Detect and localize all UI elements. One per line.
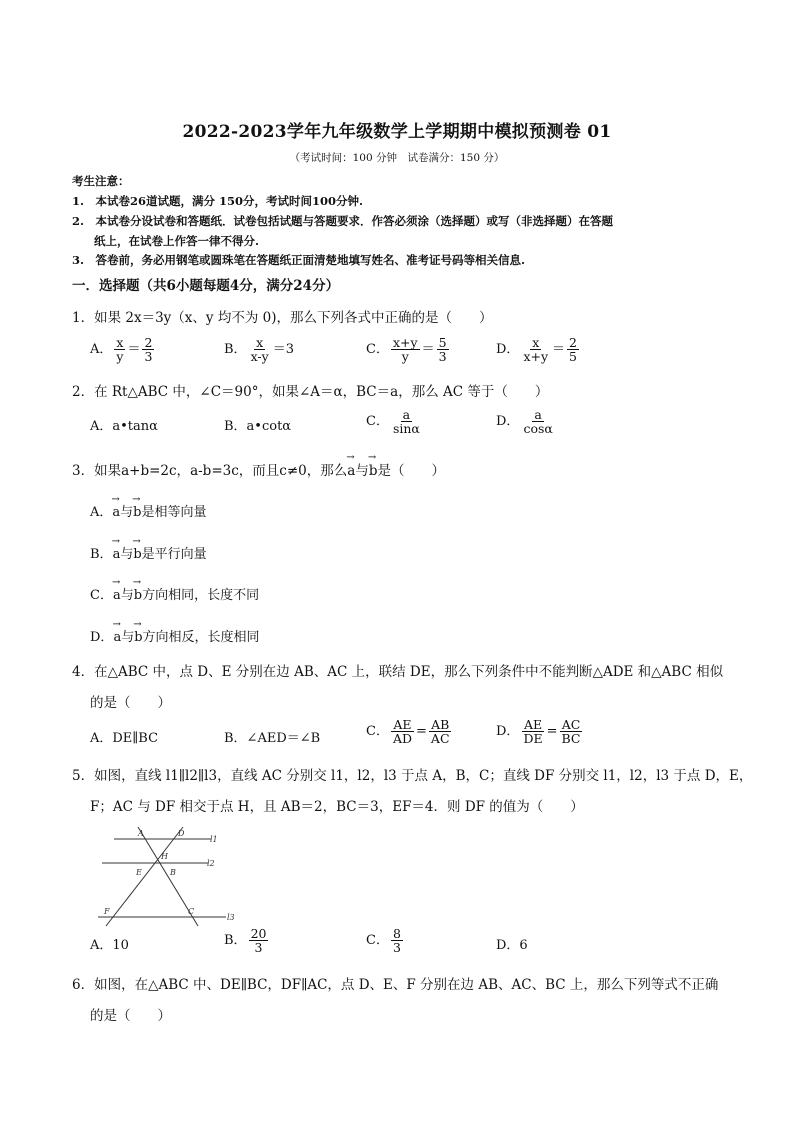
page-title: 2022-2023学年九年级数学上学期期中模拟预测卷 01 [182,122,612,142]
label-f: F [104,907,110,916]
q3-option-a: A．→ a与→ b是相等向量 [90,501,207,520]
q4-option-a: A．DE∥BC [90,731,159,746]
q2-option-b: B．a•cotα [224,419,292,434]
exam-info: （考试时间：100 分钟 试卷满分：150 分） [289,152,505,164]
q1-option-c: C． $\frac{x+y}{y}$ ＝ $\frac{5}{3}$ [366,335,447,365]
section-heading: 一．选择题（共6小题每题4分，满分24分） [72,278,340,294]
notice-heading: 考生注意： [72,174,130,188]
q5-option-d: D．6 [496,938,528,953]
question-5-stem-line2: F；AC 与 DF 相交于点 H，且 AB＝2，BC＝3，EF＝4．则 DF 的值为（ ） [90,799,584,815]
label-l3: l3 [227,913,235,922]
label-a: A [138,829,144,838]
question-2-stem: 2．在 Rt△ABC 中，∠C＝90°，如果∠A＝α，BC＝a，那么 AC 等于（ ） [72,384,549,400]
label-b: B [170,868,176,877]
q2-option-d: D． $\frac{a}{\cos\alpha}$ [496,407,553,437]
q2-option-a: A．a•tanα [90,419,158,434]
question-6-stem-line2: 的是（ ） [90,1008,171,1024]
label-c: C [188,907,195,916]
q4-option-d: D． $\frac{AE}{DE}$ = $\frac{AC}{BC}$ [496,717,581,747]
q5-option-b: B． $\frac{20}{3}$ [224,926,267,956]
q1-option-d: D． $\frac{x}{x+y}$ ＝ $\frac{2}{5}$ [496,335,577,365]
question-1-stem: 1．如果 2x＝3y（x、y 均不为 0)，那么下列各式中正确的是（ ） [72,310,493,326]
label-h: H [161,852,168,861]
label-d: D [178,829,185,838]
notice-item-1: 1. 本试卷26道试题，满分 150分，考试时间100分钟. [72,194,364,208]
q5-option-c: C． $\frac{8}{3}$ [366,926,401,956]
q3-option-c: C．→ a与→ b方向相同，长度不同 [90,584,259,603]
q5-figure [98,822,243,927]
question-3-stem: 3．如果a+b=2c，a-b=3c，而且c≠0，那么→ a与→ b是（ ） [72,459,445,479]
q4-option-b: B．∠AED＝∠B [224,731,321,746]
q3-option-d: D．→ a与→ b方向相反，长度相同 [90,626,260,645]
question-4-stem-line2: 的是（ ） [90,695,171,711]
label-e: E [136,868,142,877]
q4-option-c: C． $\frac{AE}{AD}$ = $\frac{AB}{AC}$ [366,717,450,747]
notice-item-3: 3. 答卷前，务必用钢笔或圆珠笔在答题纸正面清楚地填写姓名、准考证号码等相关信息. [72,253,526,267]
q1-option-a: A． $\frac{x}{y}$ ＝ $\frac{2}{3}$ [90,335,153,365]
notice-item-2: 2. 本试卷分设试卷和答题纸．试卷包括试题与答题要求．作答必须涂（选择题）或写（非选择题）在答题 [72,214,613,228]
notice-item-2-cont: 纸上，在试卷上作答一律不得分. [94,234,260,248]
label-l2: l2 [207,859,215,868]
q1-option-b: B． $\frac{x}{x-y}$ ＝3 [224,335,294,365]
q2-option-c: C． $\frac{a}{\sin\alpha}$ [366,407,420,437]
question-4-stem-line1: 4．在△ABC 中，点 D、E 分别在边 AB、AC 上，联结 DE，那么下列条件中不能判断△ADE 和△ABC 相似 [72,664,724,680]
q5-option-a: A．10 [90,938,129,953]
question-6-stem-line1: 6．如图，在△ABC 中、DE∥BC，DF∥AC，点 D、E、F 分别在边 AB、AC、BC 上，那么下列等式不正确 [72,977,719,993]
q3-option-b: B．→ a与→ b是平行向量 [90,543,207,562]
question-5-stem-line1: 5．如图，直线 l1∥l2∥l3，直线 AC 分别交 l1，l2，l3 于点 A，B，C；直线 DF 分别交 l1，l2，l3 于点 D，E， [72,768,753,784]
label-l1: l1 [210,835,218,844]
